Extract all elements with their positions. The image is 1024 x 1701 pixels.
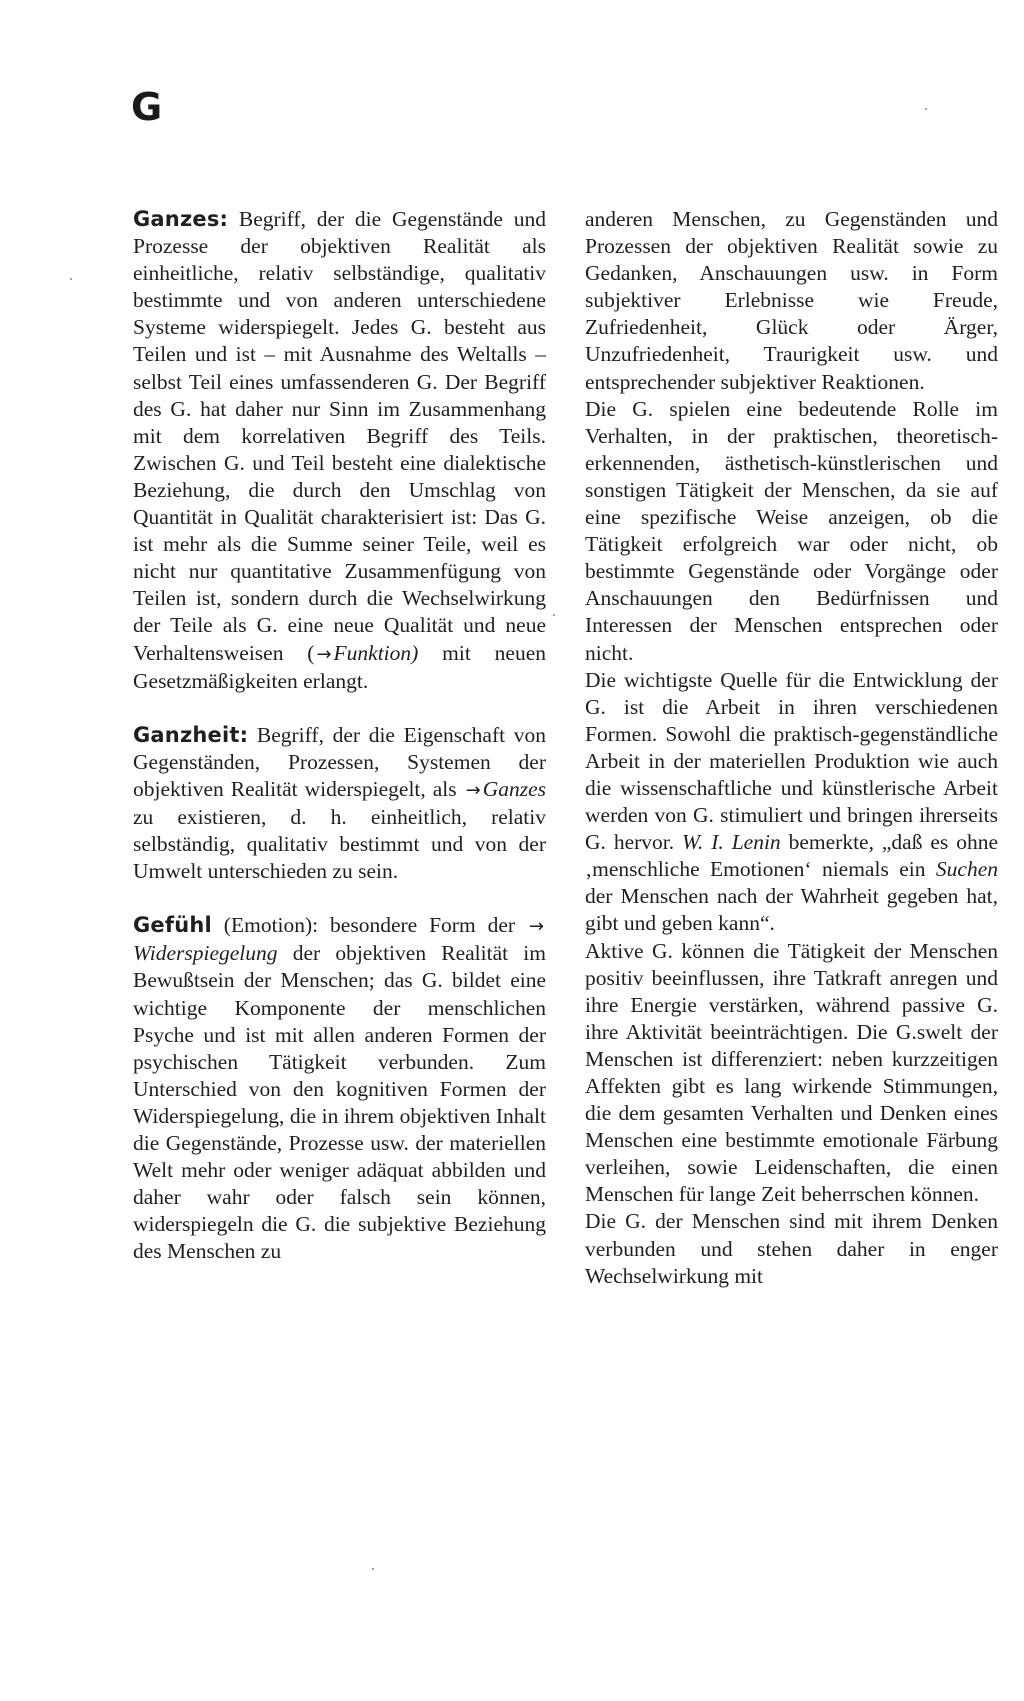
text-run: Die wichtigste Quelle für die Entwicklung der G. ist die Arbeit in ihren verschiedenen Formen. Sowohl die praktisch-gegenständliche Arbeit in der materiellen Produktion wie auch die wissenschaftliche und künstlerische Arbeit werden von G. stimuliert und bringen ihrerseits G. hervor. (585, 667, 998, 855)
left-column (133, 206, 546, 1265)
cross-reference: Suchen (935, 857, 998, 882)
text-run: bemerkte, „daß es ohne ‚menschliche Emotionen‘ niemals ein (585, 830, 998, 882)
cross-reference: Ganzes (482, 776, 546, 801)
text-run: Begriff, der die Gegenstände und Prozesse der objektiven Realität als einheitliche, relativ selbständige, qualitativ bestimmte und von anderen unterschiedene Systeme widerspiegelt. Jedes G. besteht aus Teilen und ist – mit Ausnahme des Weltalls – selbst Teil eines umfassenderen G. Der Begriff des G. hat daher nur Sinn im Zusammenhang mit dem korrelativen Begriff des Teils. Zwischen G. und Teil besteht eine dialektische Beziehung, die durch den Umschlag von Quantität in Qualität charakterisiert ist: Das G. ist mehr als die Summe seiner Teile, weil es nicht nur quantitative Zusammenfügung von Teilen ist, sondern durch die Wechselwirkung der Teile als G. eine neue Qualität und neue Verhaltensweisen ( (133, 207, 546, 665)
text-run: Begriff, der die Eigenschaft von Gegenständen, Prozessen, Systemen der objektiven Realität widerspiegelt, als (133, 722, 546, 801)
text-run: (Emotion): besondere Form der (211, 913, 527, 938)
dictionary-entry (133, 912, 546, 1265)
text-run: zu existieren, d. h. einheitlich, relativ selbständig, qualitativ bestimmt und von der Umwelt unterschieden zu sein. (133, 804, 546, 884)
section-letter: G (131, 85, 163, 129)
text-run: der objektiven Realität im Bewußtsein der Menschen; das G. bildet eine wichtige Komponente der menschlichen Psyche und ist mit allen anderen Formen der psychischen Tätigkeit verbunden. Zum Unterschied von den kognitiven Formen der Widerspiegelung, die in ihrem objektiven Inhalt die Gegenstände, Prozesse usw. der materiellen Welt mehr oder weniger adäquat abbilden und daher wahr oder falsch sein können, widerspiegeln die G. die subjektive Beziehung des Menschen zu (133, 941, 546, 1264)
text-run: der Menschen nach der Wahrheit gegeben hat, gibt und geben kann“. (585, 884, 998, 936)
arrow-icon: → (316, 643, 332, 665)
entry-headword: Ganzheit: (133, 722, 249, 747)
text-run: mit neuen Gesetzmäßigkeiten erlangt. (133, 640, 546, 693)
cross-reference: Funktion) (333, 640, 419, 665)
text-run: Aktive G. können die Tätigkeit der Menschen positiv beeinflussen, ihre Tatkraft anregen und ihre Energie verstärken, während passive G. ihre Aktivität beeinträchtigen. Die G.swelt der Menschen ist differenziert: neben kurzzeitigen Affekten gibt es lang wirkende Stimmungen, die dem gesamten Verhalten und Denken eines Menschen eine bestimmte emotionale Färbung verleihen, sowie Leidenschaften, die einen Menschen für lange Zeit beherrschen können. (585, 938, 998, 1207)
arrow-icon: → (528, 916, 544, 938)
paper-speck (553, 614, 555, 616)
dictionary-entry (133, 722, 546, 886)
entry-headword: Gefühl (133, 913, 212, 938)
entry-paragraph (585, 667, 998, 938)
entry-paragraph (585, 206, 998, 396)
cross-reference: W. I. Lenin (682, 830, 781, 855)
entry-paragraph (585, 396, 998, 667)
cross-reference: Widerspiegelung (133, 941, 278, 966)
paper-speck (925, 108, 927, 110)
paper-speck (70, 278, 72, 280)
text-run: Die G. der Menschen sind mit ihrem Denken verbunden und stehen daher in enger Wechselwirkung mit (585, 1209, 998, 1288)
entry-paragraph (585, 1208, 998, 1289)
entry-paragraph (585, 938, 998, 1209)
right-column (585, 206, 998, 1290)
dictionary-entry (133, 206, 546, 695)
entry-headword: Ganzes: (133, 207, 229, 231)
text-run: Die G. spielen eine bedeutende Rolle im Verhalten, in der praktischen, theoretisch-erkennenden, ästhetisch-künstlerischen und sonstigen Tätigkeit der Menschen, da sie auf eine spezifische Weise anzeigen, ob die Tätigkeit erfolgreich war oder nicht, ob bestimmte Gegenstände oder Vorgänge oder Anschauungen den Bedürfnissen und Interessen der Menschen entsprechen oder nicht. (585, 396, 998, 665)
arrow-icon: → (465, 779, 481, 801)
text-run: anderen Menschen, zu Gegenständen und Prozessen der objektiven Realität sowie zu Gedanken, Anschauungen usw. in Form subjektiver Erlebnisse wie Freude, Zufriedenheit, Glück oder Ärger, Unzufriedenheit, Traurigkeit usw. und entsprechender subjektiver Reaktionen. (585, 207, 998, 394)
paper-speck (372, 1568, 374, 1570)
